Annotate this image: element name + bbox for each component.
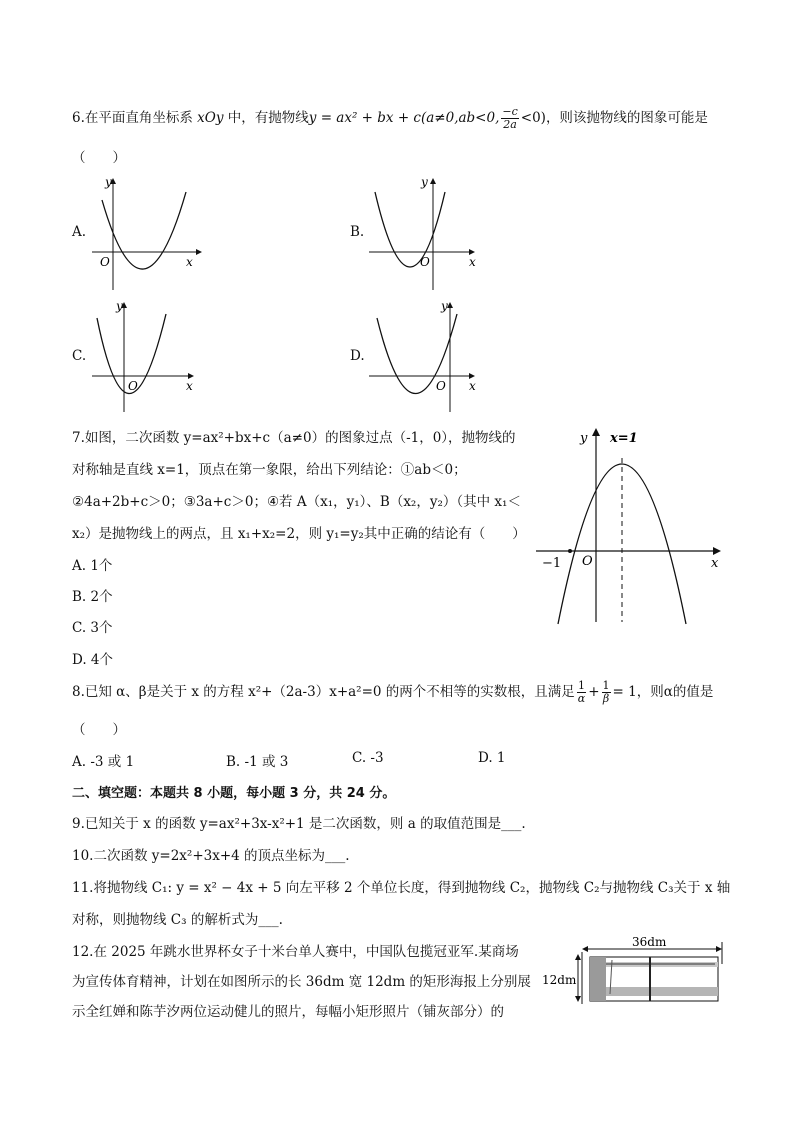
q7-line2: 对称轴是直线 x=1，顶点在第一象限，给出下列结论：①ab＜0； (72, 462, 467, 478)
q7-line1: 7.如图，二次函数 y=ax²+bx+c（a≠0）的图象过点（-1，0），抛物线的 (72, 430, 516, 446)
q7-option-b: B. 2个 (72, 589, 113, 605)
q7-axis-label: x=1 (610, 431, 638, 446)
q6-a-y-label: y (105, 175, 112, 189)
q8-option-a: A. -3 或 1 (72, 754, 135, 770)
q6-c-y-label: y (116, 299, 123, 313)
q7-origin: O (582, 554, 593, 569)
q6-formula: y = ax² + bx + c(a≠0,ab<0, (308, 110, 500, 126)
q7-line3: ②4a+2b+c＞0；③3a+c＞0；④若 A（x₁，y₁）、B（x₂，y₂）（其中 x₁＜ (72, 494, 521, 510)
q8-option-b: B. -1 或 3 (226, 754, 289, 770)
q8-option-d: D. 1 (478, 750, 506, 766)
q6-d-x-label: x (469, 379, 476, 393)
q7-line4: x₂）是抛物线上的两点，且 x₁+x₂=2，则 y₁=y₂其中正确的结论有（ ） (72, 526, 526, 542)
q6-graph-d (365, 296, 485, 416)
q6-b-x-label: x (469, 255, 476, 269)
q6-b-origin: O (420, 255, 430, 269)
q6-graph-a (88, 172, 208, 292)
q6-option-d-label: D. (350, 348, 365, 364)
q6-blank: （ ） (72, 150, 126, 166)
q6-a-x-label: x (186, 255, 193, 269)
q7-x-label: x (711, 556, 719, 571)
q6-graph-b (365, 172, 485, 292)
q6-b-y-label: y (421, 175, 428, 189)
q6-graph-c (88, 296, 208, 416)
q6-stem: 6.在平面直角坐标系 xOy 中，有抛物线y = ax² + bx + c(a≠0,ab<0, $\frac{-c}{2a}$ <0)，则该抛物线的图象可能是 (72, 105, 708, 131)
q6-option-c-label: C. (72, 348, 87, 364)
q6-c-x-label: x (186, 379, 193, 393)
q7-neg-one: −1 (542, 556, 562, 571)
q7-graph (528, 424, 728, 629)
q7-option-d: D. 4个 (72, 652, 114, 668)
q12-line3: 示全红婵和陈芋汐两位运动健儿的照片，每幅小矩形照片（铺灰部分）的 (72, 1004, 504, 1020)
q12-line1: 12.在 2025 年跳水世界杯女子十米台单人赛中，中国队包揽冠亚军.某商场 (72, 944, 519, 960)
q6-option-a-label: A. (72, 224, 87, 240)
q6-c-origin: O (128, 379, 138, 393)
q6-fraction: $\frac{-c}{2a}$ (502, 105, 518, 131)
q8-blank: （ ） (72, 722, 126, 738)
q6-d-y-label: y (441, 299, 448, 313)
q6-xoy: xOy (197, 110, 224, 126)
q7-option-a: A. 1个 (72, 558, 113, 574)
q12-width-label: 36dm (632, 935, 667, 949)
q11-line1: 11.将抛物线 C₁: y = x² − 4x + 5 向左平移 2 个单位长度，得到抛物线 C₂，抛物线 C₂与抛物线 C₃关于 x 轴 (72, 880, 731, 896)
q10: 10.二次函数 y=2x²+3x+4 的顶点坐标为___. (72, 848, 350, 864)
q7-y-label: y (580, 431, 588, 446)
q6-option-b-label: B. (350, 224, 365, 240)
q12-line2: 为宣传体育精神，计划在如图所示的长 36dm 宽 12dm 的矩形海报上分别展 (72, 974, 531, 990)
q8-fraction-alpha: $\frac{1}{\alpha}$ (577, 679, 586, 705)
q6-a-origin: O (100, 255, 110, 269)
q12-height-label: 12dm (542, 973, 577, 987)
q12-poster-figure (540, 934, 730, 1012)
q9: 9.已知关于 x 的函数 y=ax²+3x-x²+1 是二次函数，则 a 的取值范围是___. (72, 816, 526, 832)
q8-stem: 8.已知 α、β是关于 x 的方程 x²+（2a-3）x+a²=0 的两个不相等的实数根，且满足 $\frac{1}{\alpha}$ + $\frac{1}{\beta}$ = 1，则α的值是 (72, 679, 714, 705)
q11-line2: 对称，则抛物线 C₃ 的解析式为___. (72, 912, 283, 928)
section-heading: 二、填空题：本题共 8 小题，每小题 3 分，共 24 分。 (72, 786, 396, 801)
q7-option-c: C. 3个 (72, 620, 113, 636)
q6-d-origin: O (436, 379, 446, 393)
q8-fraction-beta: $\frac{1}{\beta}$ (602, 679, 610, 705)
q8-option-c: C. -3 (352, 750, 384, 766)
